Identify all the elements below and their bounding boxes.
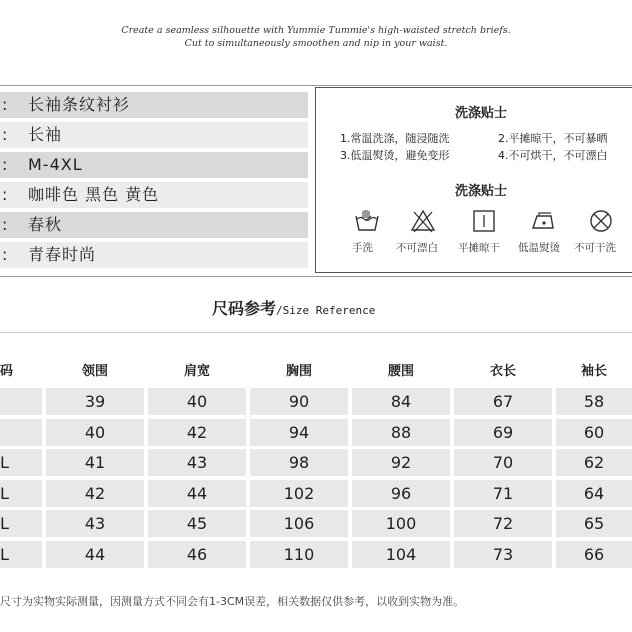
tagline-line-1: Create a seamless silhouette with Yummie Tummie's high-waisted stretch briefs. [121, 25, 511, 36]
table-cell: 106 [250, 510, 348, 537]
attribute-value: M-4XL [28, 155, 83, 174]
care-tip: 1.常温洗涤，随浸随洗 [340, 132, 450, 145]
table-cell: 104 [352, 541, 450, 568]
divider-table [0, 332, 632, 333]
table-cell: 71 [454, 480, 552, 507]
attribute-row [0, 122, 308, 148]
care-tip: 2.平摊晾干，不可暴晒 [498, 132, 608, 145]
table-cell: 40 [148, 388, 246, 415]
attribute-row [0, 152, 308, 178]
attribute-colon: : [2, 185, 8, 204]
size-table-title [212, 296, 375, 319]
care-tips-box [315, 87, 632, 273]
table-cell: 62 [556, 449, 632, 476]
table-size-label [0, 388, 42, 415]
table-size-label: L [0, 510, 42, 537]
divider-middle [0, 276, 632, 277]
attribute-colon: : [2, 245, 8, 264]
table-cell: 46 [148, 541, 246, 568]
table-cell: 45 [148, 510, 246, 537]
table-cell: 40 [46, 419, 144, 446]
size-title-en: /Size Reference [276, 304, 376, 317]
attribute-value: 青春时尚 [28, 245, 97, 264]
table-size-label: L [0, 541, 42, 568]
table-cell: 42 [46, 480, 144, 507]
table-cell: 72 [454, 510, 552, 537]
table-cell: 65 [556, 510, 632, 537]
table-size-label: L [0, 480, 42, 507]
hand-wash-icon [354, 208, 380, 234]
measurement-note: 尺寸为实物实际测量，因测量方式不同会有1-3CM误差，相关数据仅供参考，以收到实物为准。 [0, 595, 465, 608]
table-cell: 41 [46, 449, 144, 476]
divider-top [0, 85, 632, 86]
attribute-value: 咖啡色 黑色 黄色 [28, 185, 160, 204]
attribute-colon: : [2, 155, 8, 174]
attribute-value: 长袖 [28, 125, 63, 144]
attribute-colon: : [2, 215, 8, 234]
table-cell: 88 [352, 419, 450, 446]
table-cell: 39 [46, 388, 144, 415]
table-cell: 98 [250, 449, 348, 476]
attribute-row [0, 182, 308, 208]
table-header-cell: 袖长 [580, 364, 607, 379]
table-cell: 64 [556, 480, 632, 507]
tagline-line-2: Cut to simultaneously smoothen and nip in your waist. [184, 38, 448, 49]
table-cell: 90 [250, 388, 348, 415]
care-title-2: 洗涤贴士 [454, 184, 507, 199]
table-header-cell: 码 [0, 364, 14, 379]
table-cell: 43 [46, 510, 144, 537]
table-cell: 92 [352, 449, 450, 476]
icon-label: 手洗 [352, 242, 373, 254]
table-cell: 67 [454, 388, 552, 415]
table-header-cell: 腰围 [387, 364, 414, 379]
attribute-row [0, 212, 308, 238]
table-header-cell: 胸围 [285, 364, 312, 379]
low-iron-icon [530, 208, 556, 234]
attribute-colon: : [2, 125, 8, 144]
table-cell: 94 [250, 419, 348, 446]
table-header-cell: 肩宽 [183, 364, 210, 379]
attribute-colon: : [2, 95, 8, 114]
attribute-row [0, 242, 308, 268]
icon-label: 低温熨烫 [518, 242, 560, 254]
flat-dry-icon [471, 208, 497, 234]
table-cell: 69 [454, 419, 552, 446]
icon-label: 不可干洗 [574, 242, 616, 254]
table-size-label: L [0, 449, 42, 476]
table-cell: 110 [250, 541, 348, 568]
table-cell: 102 [250, 480, 348, 507]
attribute-value: 长袖条纹衬衫 [28, 95, 131, 114]
size-title-cn: 尺码参考 [212, 299, 277, 318]
no-tumble-dry-icon [588, 208, 614, 234]
icon-label: 不可漂白 [396, 242, 438, 254]
table-header-cell: 衣长 [489, 364, 516, 379]
table-cell: 73 [454, 541, 552, 568]
attribute-row [0, 92, 308, 118]
table-cell: 42 [148, 419, 246, 446]
care-tip: 4.不可烘干，不可漂白 [498, 149, 608, 162]
table-cell: 100 [352, 510, 450, 537]
table-cell: 70 [454, 449, 552, 476]
table-cell: 58 [556, 388, 632, 415]
table-cell: 43 [148, 449, 246, 476]
table-size-label [0, 419, 42, 446]
table-cell: 44 [46, 541, 144, 568]
table-cell: 44 [148, 480, 246, 507]
table-cell: 84 [352, 388, 450, 415]
table-cell: 66 [556, 541, 632, 568]
care-tip: 3.低温熨烫，避免变形 [340, 149, 450, 162]
table-cell: 60 [556, 419, 632, 446]
care-title: 洗涤贴士 [454, 106, 507, 121]
attribute-value: 春秋 [28, 215, 63, 234]
no-bleach-icon [410, 208, 436, 234]
table-header-cell: 领围 [81, 364, 108, 379]
table-cell: 96 [352, 480, 450, 507]
icon-label: 平摊晾干 [458, 242, 500, 254]
